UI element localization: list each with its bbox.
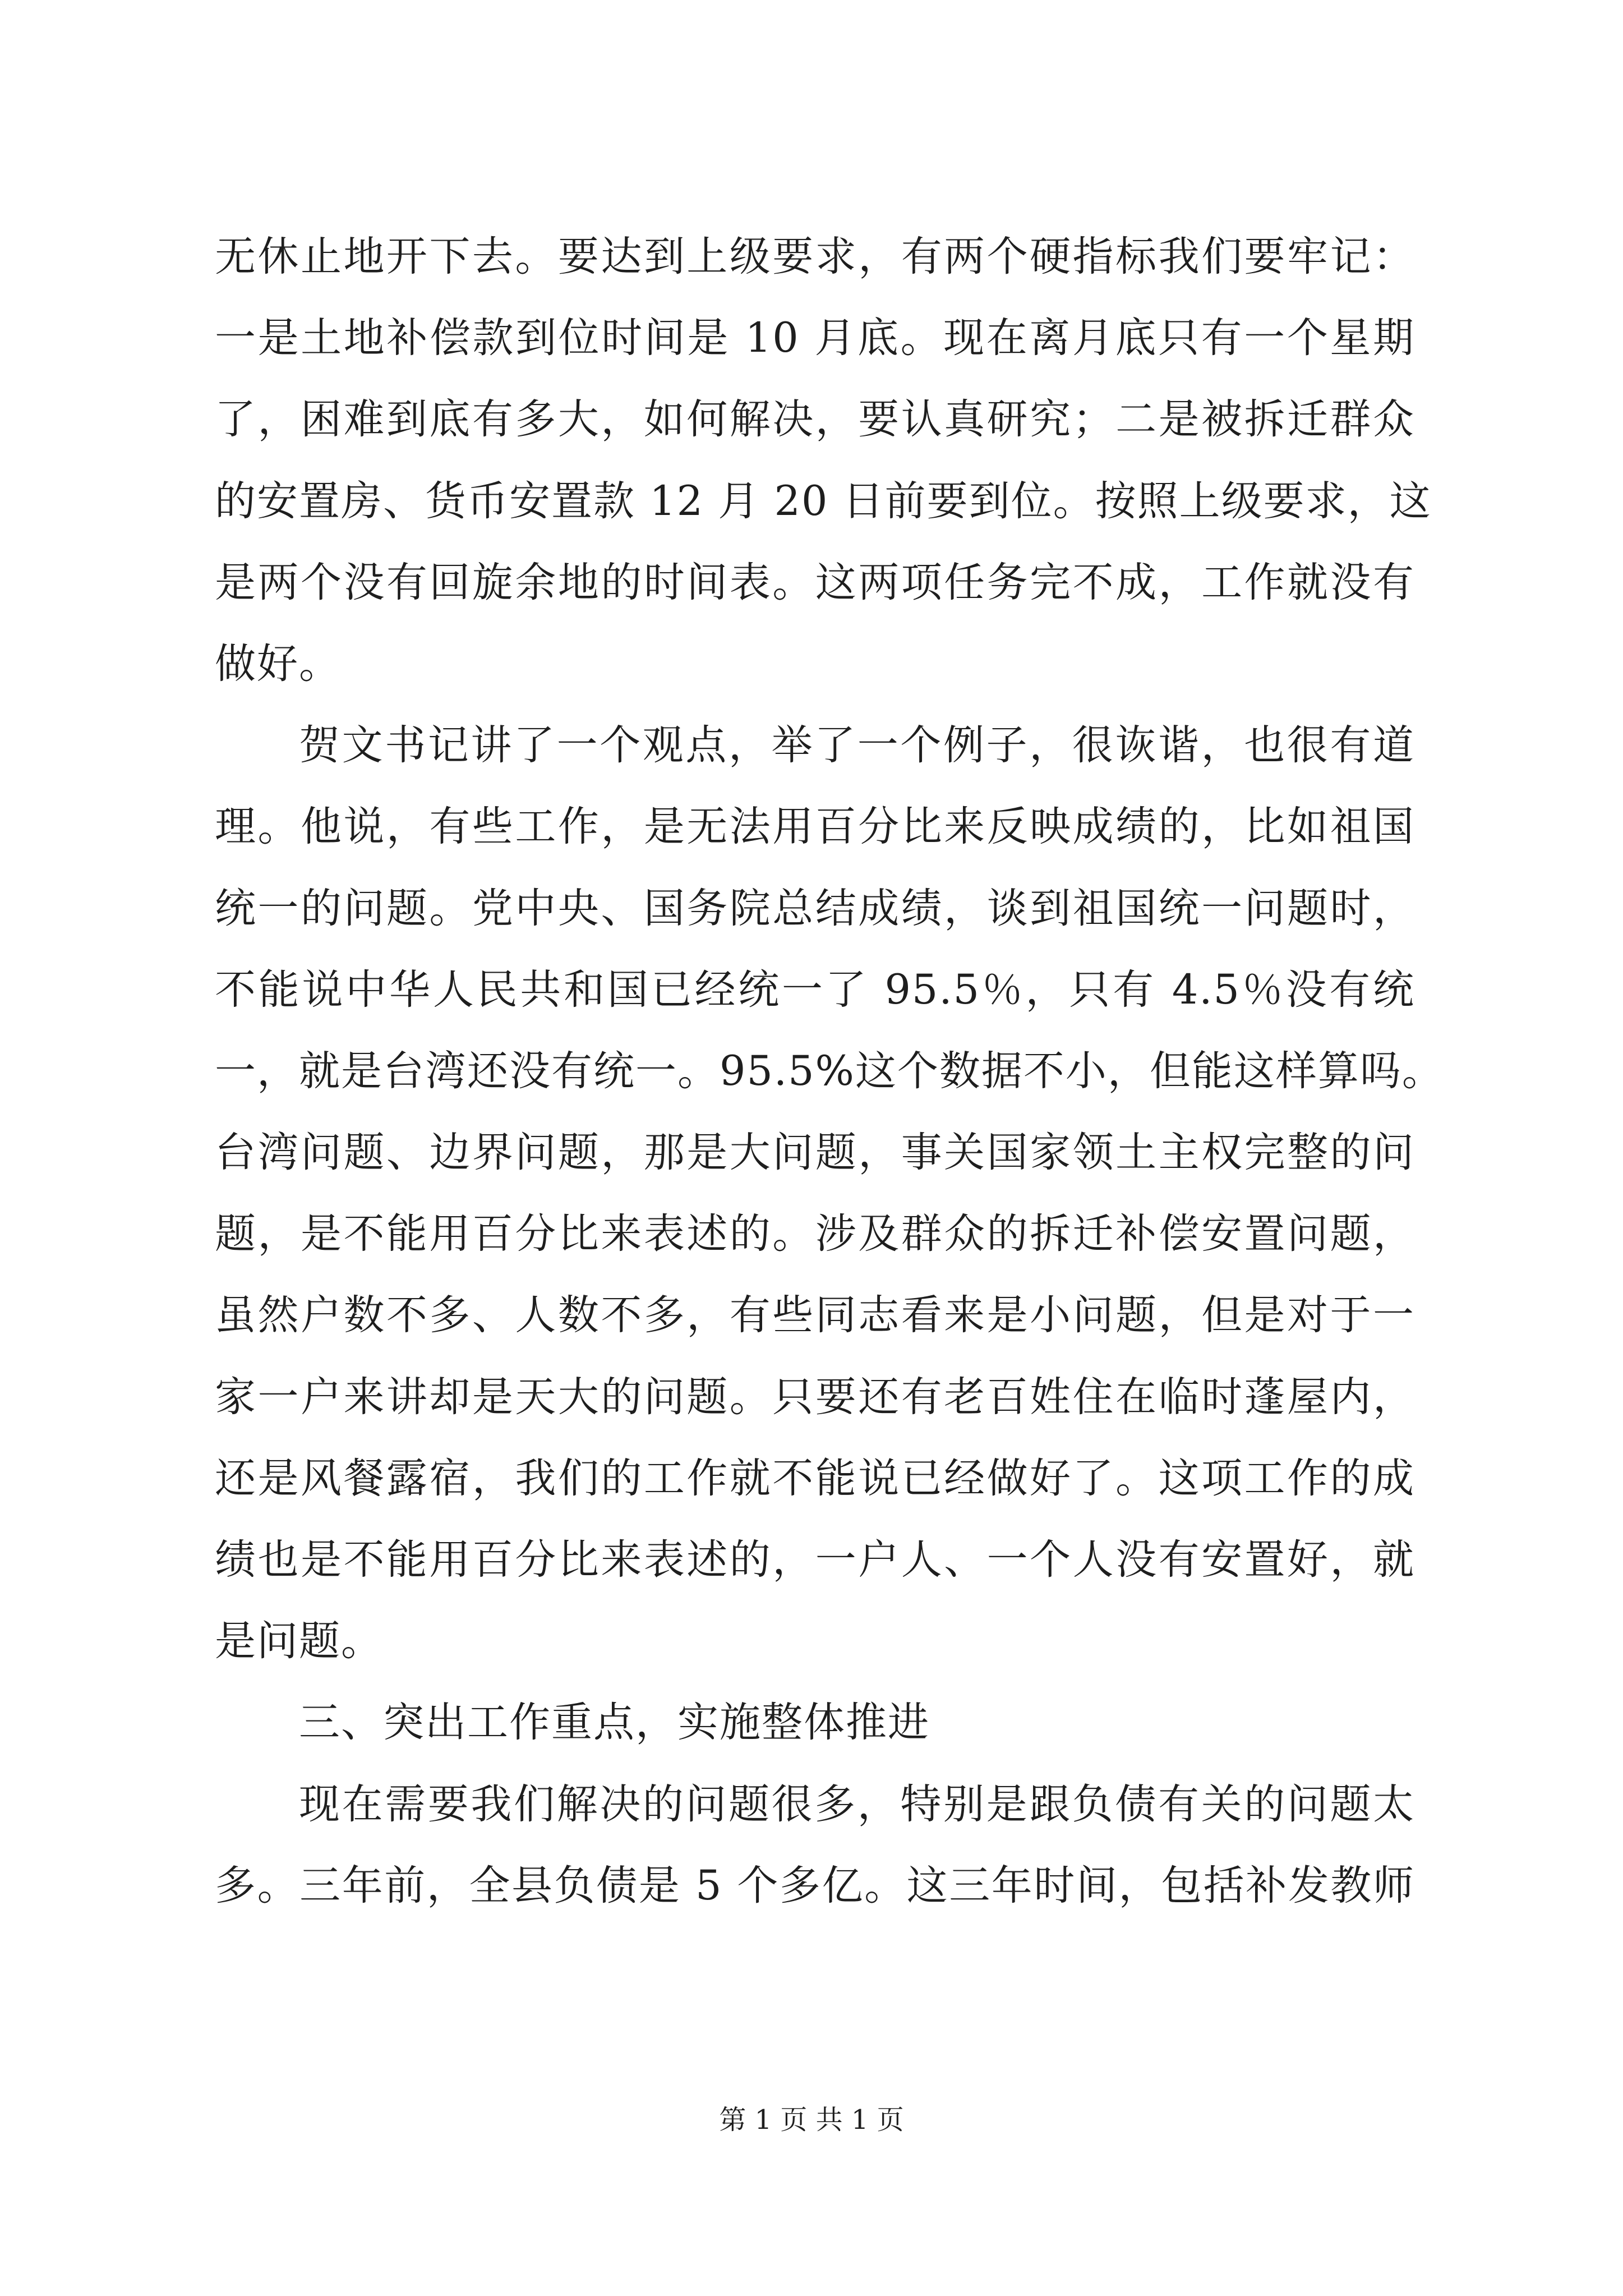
text-line: 绩也是不能用百分比来表述的，一户人、一个人没有安置好，就 (215, 1536, 1415, 1584)
text-line: 是问题。 (215, 1617, 383, 1665)
text-line: 做好。 (215, 639, 341, 688)
text-line: 理。他说，有些工作，是无法用百分比来反映成绩的，比如祖国 (215, 803, 1415, 851)
text-line: 多。三年前，全县负债是 5 个多亿。这三年时间，包括补发教师 (215, 1861, 1415, 1910)
text-line: 题，是不能用百分比来表述的。涉及群众的拆迁补偿安置问题， (215, 1210, 1415, 1258)
text-line: 还是风餐露宿，我们的工作就不能说已经做好了。这项工作的成 (215, 1454, 1415, 1502)
text-line: 无休止地开下去。要达到上级要求，有两个硬指标我们要牢记： (215, 233, 1415, 280)
text-line: 不能说中华人民共和国已经统一了 95.5％，只有 4.5％没有统 (215, 965, 1415, 1014)
text-line: 一是土地补偿款到位时间是 10 月底。现在离月底只有一个星期 (215, 314, 1415, 362)
paragraph-first-line: 贺文书记讲了一个观点，举了一个例子，很诙谐，也很有道 (299, 721, 1415, 770)
text-line: 是两个没有回旋余地的时间表。这两项任务完不成，工作就没有 (215, 558, 1415, 606)
document-body (215, 216, 1444, 1926)
text-line: 家一户来讲却是天大的问题。只要还有老百姓住在临时蓬屋内， (215, 1373, 1415, 1421)
text-line: 虽然户数不多、人数不多，有些同志看来是小问题，但是对于一 (215, 1291, 1415, 1340)
text-line: 了，困难到底有多大，如何解决，要认真研究；二是被拆迁群众 (215, 395, 1415, 444)
text-line: 台湾问题、边界问题，那是大问题，事关国家领土主权完整的问 (215, 1129, 1415, 1177)
text-line: 统一的问题。党中央、国务院总结成绩，谈到祖国统一问题时， (215, 884, 1415, 932)
paragraph-first-line: 现在需要我们解决的问题很多，特别是跟负债有关的问题太 (299, 1780, 1415, 1828)
section-heading: 三、突出工作重点，实施整体推进 (299, 1699, 930, 1747)
text-line: 一，就是台湾还没有统一。95.5%这个数据不小，但能这样算吗。 (215, 1047, 1444, 1095)
page-footer: 第 1 页 共 1 页 (719, 2104, 904, 2136)
text-line: 的安置房、货币安置款 12 月 20 日前要到位。按照上级要求，这 (215, 477, 1432, 525)
